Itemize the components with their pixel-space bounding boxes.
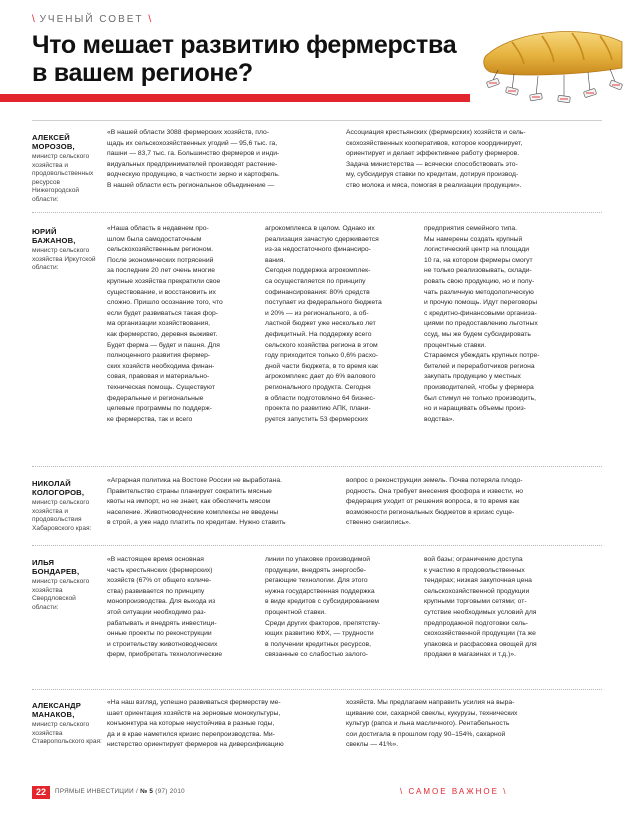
title-line-2: в вашем регионе? <box>32 59 253 87</box>
quote-column-1: «Наша область в недавнем про- шлом была самодостаточным сельскохозяйственным регионом. После экономических потрясений за последние 20 лет очень многие крупные хозяйства прекратили свое существование, и восстановить их сложно. Пришло осознание того, что если будет развиваться такая фор- ма организации хозяйствования, как фермерство, деревня выживет. Будет ферма — будет и пашня. Для полноценного развития фермер- ских хозяйств необходима финан- совая, правовая и материально- техническая помощь. Существуют федеральные и региональные целевые программы по поддерж- ке фермерства, так и всего <box>107 225 223 423</box>
entry-divider <box>32 120 602 121</box>
speaker-first-name: НИКОЛАЙ <box>32 479 71 488</box>
quote-column-1: «Аграрная политика на Востоке России не выработана. Правительство страны планирует сократить мясные квоты на импорт, но не знает, как обеспечить мясом население. Животноводческие комплексы не введены в строй, а уже надо платить по кредитам. Нужно ставить <box>107 477 286 527</box>
speaker-name <box>32 701 100 720</box>
speaker-first-name: АЛЕКСАНДР <box>32 701 82 710</box>
speaker-name <box>32 133 100 152</box>
footer-section-text: САМОЕ ВАЖНОЕ <box>408 787 499 796</box>
speaker-last-name: КОЛОГОРОВ, <box>32 488 85 498</box>
bread-illustration <box>476 12 626 104</box>
quote-column-2: хозяйств. Мы предлагаем направить усилия на выра- щивание сои, сахарной свеклы, кукурузы, технических культур (рапса и льна масличного). Рентабельность сои достигала в прошлом году 90–154%, сахарной свеклы — 41%». <box>346 699 518 749</box>
quote-column-3: вой базы; ограничение доступа к участию в продовольственных тендерах; низкая закупочная цена сельскохозяйственной продукции крупными торговыми сетями; от- сутствие необходимых условий для предпродажной подготовки сель- скохозяйственной продукции (та же упаковка и расфасовка овощей для продажи в магазинах и т.д.)». <box>424 556 537 659</box>
issue-number: № 5 <box>140 788 154 795</box>
kicker-text: УЧЕНЫЙ СОВЕТ <box>39 14 144 25</box>
speaker-last-name: БАЖАНОВ, <box>32 236 76 246</box>
speaker-last-name: МАНАКОВ, <box>32 710 75 720</box>
speaker-last-name: БОНДАРЕВ, <box>32 567 80 577</box>
quote-column-3: предприятия семейного типа. Мы намерены создать крупный логистический центр на площади 10 га, на котором фермеры смогут не только реализовывать, склади- ровать свою продукцию, но и полу- чать различную методологическую и прочую помощь. Идут переговоры с кредитно-финансовыми организа- циями по предоставлению льготных ссуд, мы же будем субсидировать процентные ставки. Стараемся убеждать крупных потре- бителей и переработчиков региона закупать продукцию у местных производителей, чтобы у фермера был стимул не только производить, но и наращивать объемы произ- водства». <box>424 225 540 423</box>
issue-detail: (97) 2010 <box>155 788 185 795</box>
speaker-first-name: ИЛЬЯ <box>32 558 55 567</box>
quote-column-1: «В нашей области 3088 фермерских хозяйств, пло- щадь их сельскохозяйственных угодий — 95,6 тыс. га, пашни — 83,7 тыс. га. Большинство фермеров и инди- видуальных предпринимателей производят растение- водческую продукцию, в частности зерно и картофель. В нашей области есть региональное объединение — <box>107 129 280 189</box>
speaker-role: министр сельского хозяйства и продовольствия Хабаровского края: <box>32 499 92 532</box>
speaker-role: министр сельского хозяйства Ставропольского края: <box>32 721 102 746</box>
magazine-issue: ПРЯМЫЕ ИНВЕСТИЦИИ / № 5 (97) 2010 <box>55 788 185 795</box>
speaker-role: министр сельского хозяйства Иркутской области: <box>32 247 96 272</box>
quote-column-2: линии по упаковке производимой продукции, внедрять энергосбе- регающие технологии. Для этого нужна государственная поддержка в виде кредитов с субсидированием процентной ставки. Среди других факторов, препятству- ющих развитию КФХ, — трудности в получении кредитных ресурсов, связанные со слабостью залого- <box>265 556 381 659</box>
page-footer <box>0 786 630 816</box>
speaker-role: министр сельского хозяйства и продовольственных ресурсов Нижегородской области: <box>32 153 94 203</box>
page-title <box>32 31 472 87</box>
entry-divider <box>32 545 602 546</box>
page-number: 22 <box>32 786 50 799</box>
entry-divider <box>32 689 602 690</box>
quote-column-2: Ассоциация крестьянских (фермерских) хозяйств и сель- скохозяйственных кооперативов, которое координирует, ориентирует и делает эффективнее работу фермеров. Задача министерства — всячески способствовать это- му, субсидируя ставки по кредитам, дотируя производ- ство молока и мяса, помогая в реализации продукции». <box>346 129 526 189</box>
red-title-bar <box>0 94 470 102</box>
speaker-last-name: МОРОЗОВ, <box>32 142 75 152</box>
speaker-first-name: АЛЕКСЕЙ <box>32 133 70 142</box>
speaker-name <box>32 558 100 577</box>
title-line-1: Что мешает развитию фермерства <box>32 31 457 59</box>
footer-section: \ САМОЕ ВАЖНОЕ \ <box>400 787 508 796</box>
speaker-role: министр сельского хозяйства Свердловской области: <box>32 578 90 611</box>
quote-column-2: агрокомплекса в целом. Однако их реализация зачастую сдерживается из-за недостаточного финансиро- вания. Сегодня поддержка агрокомплек- са осуществляется по принципу софинансирования: 80% средств поступает из федерального бюджета и 20% — из регионального, а об- ластной бюджет уже несколько лет дефицитный. На поддержку всего сельского хозяйства региона в этом году приходится только 0,6% расхо- дной части бюджета, в то время как агрокомплекс дает до 6% валового регионального продукта. Сегодня в области подготовлено 64 бизнес- проекта по развитию АПК, плани- руется запустить 53 фермерских <box>265 225 382 423</box>
quote-column-2: вопрос о реконструкции земель. Почва потеряла плодо- родность. Она требует внесения фосфора и извести, но федерация уходит от решения вопроса, в то время как возможности региональных бюджетов в кризис суще- ственно снизились». <box>346 477 524 527</box>
entry-divider <box>32 466 602 467</box>
speaker-first-name: ЮРИЙ <box>32 227 57 236</box>
speaker-name <box>32 227 100 246</box>
quote-column-1: «На наш взгляд, успешно развиваться фермерству ме- шает ориентация хозяйств на зерновые монокультуры, конъюнктура на которые неустойчива в разные годы, да и в крае наметился кризис перепроизводства. Ми- нистерство ориентирует фермеров на диверсификацию <box>107 699 284 749</box>
quote-column-1: «В настоящее время основная часть крестьянских (фермерских) хозяйств (67% от общего количе- ства) развивается по принципу монопроизводства. Для выхода из этой ситуации необходимо раз- рабатывать и внедрять инвестици- онные проекты по реконструкции и строительству животноводческих ферм, приобретать технологические <box>107 556 223 659</box>
section-kicker: \ УЧЕНЫЙ СОВЕТ \ <box>32 14 152 25</box>
magazine-name: ПРЯМЫЕ ИНВЕСТИЦИИ <box>55 788 134 795</box>
entry-divider <box>32 212 602 213</box>
speaker-name <box>32 479 100 498</box>
